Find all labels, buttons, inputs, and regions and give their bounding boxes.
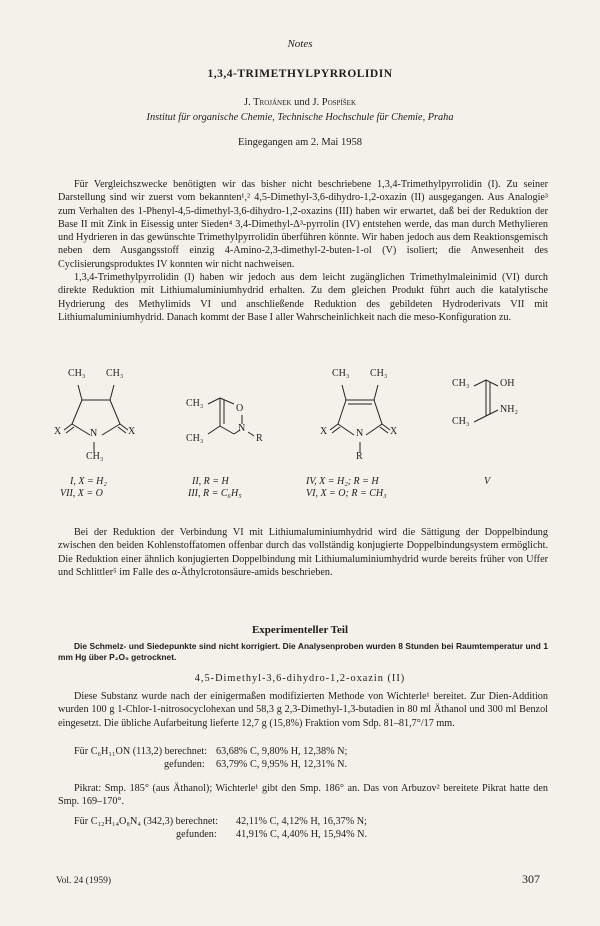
institute: Institut für organische Chemie, Technische Hochschule für Chemie, Praha	[146, 112, 454, 123]
s2-r: R	[256, 433, 263, 444]
s2-ch3-bottom: CH₃	[186, 433, 204, 444]
analysis-1-calc: 63,68% C, 9,80% H, 12,38% N;	[216, 746, 348, 757]
experimental-note	[58, 641, 548, 663]
s4-ch3-top: CH₃	[452, 378, 470, 389]
s2-ch3-top: CH₃	[186, 398, 204, 409]
pikrat-paragraph	[58, 782, 548, 809]
analysis-1-found: 63,79% C, 9,95% H, 12,31% N.	[216, 759, 348, 770]
analysis-2-found-label: gefunden:	[176, 829, 217, 840]
author-2: J. Pospíšek	[312, 97, 357, 108]
s4-caption: V	[484, 476, 491, 487]
received-date: Eingegangen am 2. Mai 1958	[238, 137, 362, 148]
after-structures-paragraph: Bei der Reduktion der Verbindung VI mit Lithiumaluminiumhydrid wird die Sättigung der Doppelbindung zwischen den beiden Kohlenstoffatomen offenbar durch das vollständig konjugierte Doppelbindungsystem ermöglicht. Die Reduktion einer ähnlich konjugierten Doppelbindung mit Lithiumaluminiumhydrid wurde bereits früher von Uffer und Schlittler⁵ im Falle des α-Äthylcrotonsäure-amids beschrieben.	[58, 527, 548, 578]
s2-caption-2: III, R = C₆H₅	[188, 488, 242, 499]
s2-n: N	[238, 423, 246, 434]
s1-ch3-right: CH₃	[106, 368, 124, 379]
intro-text	[58, 178, 548, 324]
subsection-heading: 4,5-Dimethyl-3,6-dihydro-1,2-oxazin (II)	[194, 673, 406, 684]
pikrat-text: Pikrat: Smp. 185° (aus Äthanol); Wichterle¹ gibt den Smp. 186° an. Das von Arbuzov² bereitete Pikrat hatte den Smp. 169–170°.	[58, 783, 548, 808]
analysis-2-calc: 42,11% C, 4,12% H, 16,37% N;	[236, 816, 367, 827]
s3-ch3-left: CH₃	[332, 368, 350, 379]
experimental-paragraph	[58, 690, 548, 730]
s4-oh: OH	[500, 378, 515, 389]
s3-r: R	[356, 451, 363, 462]
structure-figure	[0, 360, 600, 510]
intro-paragraph-1: Für Vergleichszwecke benötigten wir das bisher nicht beschriebene 1,3,4-Trimethylpyrrolidin (I). Zu seiner Darstellung sind wir zuerst vom bekannten¹,² 4,5-Dimethyl-3,6-dihydro-1,2-oxazin (II) ausgegangen. Aus Analogie³ zum Verhalten des 1-Phenyl-4,5-dimethyl-3,6-dihydro-1,2-oxazins (III) haben wir erwartet, daß bei der Reduktion der Base II mit Zink in Eisessig unter Sieden⁴ 3,4-Dimethyl-Δ³-pyrrolin (IV) entstehen werde, das man durch Methylieren und Hydrieren in das gewünschte Trimethylpyrrolidin überführen könnte. Wir haben jedoch aus dem Reaktionsgemisch neben dem Ausgangsstoff einzig 4-Amino-2,3-dimethyl-2-buten-1-ol (V) isoliert; die Anwesenheit des Cyclisierungsproduktes IV konnten wir nicht nachweisen.	[58, 179, 548, 270]
analysis-2-found: 41,91% C, 4,40% H, 15,94% N.	[236, 829, 368, 840]
s3-caption-1: IV, X = H₂; R = H	[306, 476, 379, 487]
s1-x-left: X	[54, 426, 62, 437]
article-title: 1,3,4-TRIMETHYLPYRROLIDIN	[207, 68, 393, 80]
s1-caption-1: I, X = H₂	[70, 476, 107, 487]
author-connector: und	[294, 97, 310, 108]
s3-ch3-right: CH₃	[370, 368, 388, 379]
after-structures-text	[58, 526, 548, 579]
s3-caption-2: VI, X = O; R = CH₃	[306, 488, 387, 499]
experimental-note-text: Die Schmelz- und Siedepunkte sind nicht korrigiert. Die Analysenproben wurden 8 Stunden bei Raumtemperatur und 1 mm Hg über P₂O₅ getrocknet.	[58, 641, 548, 662]
experimental-heading: Experimenteller Teil	[251, 624, 349, 636]
s3-n: N	[356, 428, 364, 439]
analysis-1-formula: Für C₆H₁₁ON (113,2) berechnet:	[74, 746, 208, 757]
s1-x-right: X	[128, 426, 136, 437]
analysis-1-found-label: gefunden:	[164, 759, 205, 770]
s2-o: O	[236, 403, 244, 414]
author-1: J. Trojánek	[243, 97, 292, 108]
s1-ch3-left: CH₃	[68, 368, 86, 379]
s1-n: N	[90, 428, 98, 439]
s3-x-right: X	[390, 426, 398, 437]
s4-ch3-bottom: CH₃	[452, 416, 470, 427]
page-number: 307	[522, 872, 540, 886]
s1-caption-2: VII, X = O	[60, 488, 103, 499]
experimental-paragraph-text: Diese Substanz wurde nach der einigermaßen modifizierten Methode von Wichterle¹ bereitet. Zur Dien-Addition wurden 100 g 1-Chlor-1-nitrosocyclohexan und 58,3 g 2,3-Dimethyl-1,3-butadien in 80 ml Äthanol und 300 ml Benzol eingesetzt. Die übliche Aufarbeitung lieferte 12,7 g (15,8%) Fraktion vom Sdp. 81–81,7°/17 mm.	[58, 691, 548, 729]
s4-nh2: NH₂	[500, 404, 518, 415]
s3-x-left: X	[320, 426, 328, 437]
footer-volume: Vol. 24 (1959)	[56, 876, 111, 886]
s2-caption-1: II, R = H	[192, 476, 229, 487]
running-header: Notes	[287, 38, 313, 50]
authors	[0, 97, 600, 108]
s1-ch3-bottom: CH₃	[86, 451, 104, 462]
analysis-2-formula: Für C₁₂H₁₄O₈N₄ (342,3) berechnet:	[74, 816, 219, 827]
intro-paragraph-2: 1,3,4-Trimethylpyrrolidin (I) haben wir jedoch aus dem leicht zugänglichen Trimethylmaleinimid (VI) durch direkte Reduktion mit Lithiumaluminiumhydrid erhalten. Zu dem gleichen Produkt führt auch die katalytische Hydrierung des Methylimids VI und anschließende Reduktion des gebildeten Hydroderivats VII mit Lithiumaluminiumhydrid. Danach kommt der Base I aller Wahrscheinlichkeit nach die meso-Konfiguration zu.	[58, 272, 548, 323]
